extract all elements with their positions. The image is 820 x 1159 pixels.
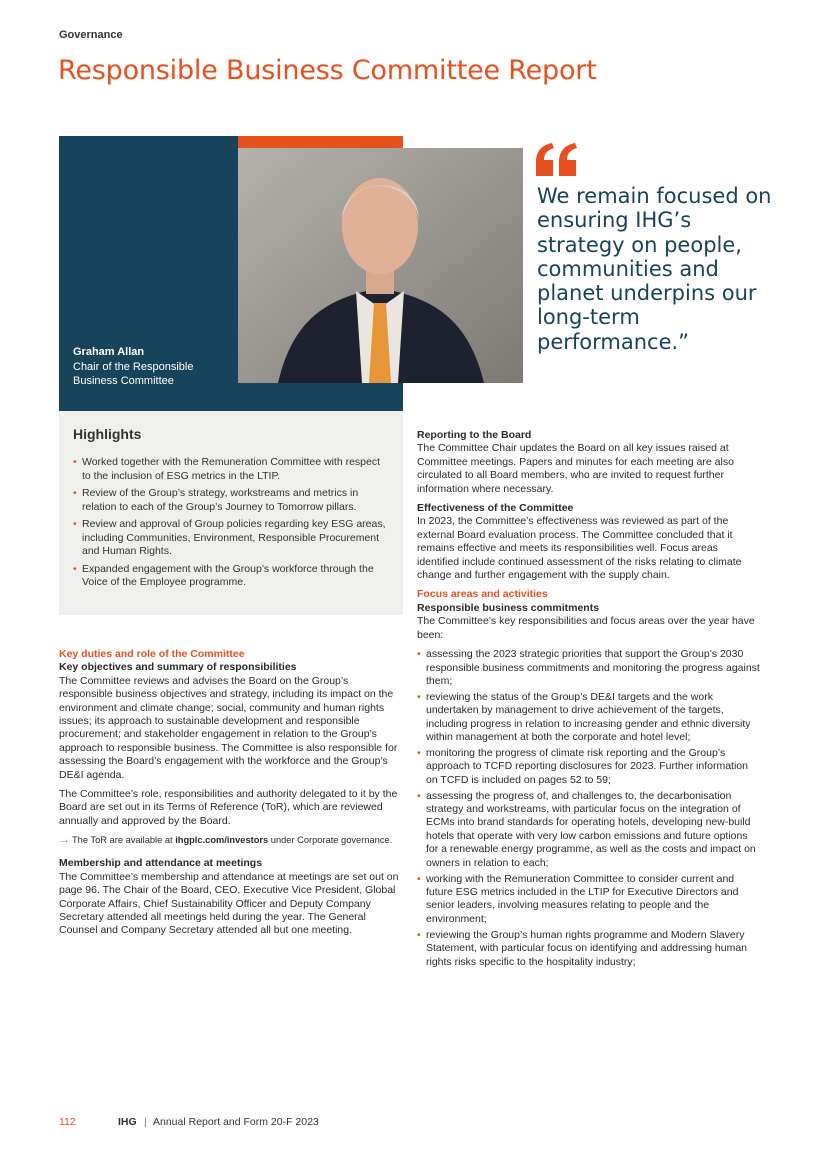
commitments-list (417, 648, 762, 969)
reporting-text: The Committee Chair updates the Board on all key issues raised at Committee meetings. Papers and minutes for each meeting are also circulated to all Board members, who are invited to request further information where necessary. (417, 442, 734, 495)
commitment-item: • monitoring the progress of climate risk reporting and the Group’s approach to TCFD reporting disclosures for 2023. Further information on TCFD is included on pages 52 to 59; (417, 747, 762, 787)
commitment-item: • working with the Remuneration Committee to consider current and future ESG metrics included in the LTIP for Executive Directors and senior leaders, involving measures relating to people and the environment; (417, 873, 762, 927)
commitment-item: • assessing the 2023 strategic priorities that support the Group’s 2030 responsible business commitments and monitoring the progress against them; (417, 648, 762, 688)
page-number: 112 (59, 1116, 76, 1128)
chair-name: Graham Allan (73, 346, 145, 358)
chair-portrait (238, 148, 523, 383)
tor-note (59, 834, 403, 846)
pull-quote: We remain focused on ensuring IHG’s strategy on people, communities and planet underpins our long-term performance.” (537, 184, 772, 354)
focus-heading: Focus areas and activities (417, 588, 548, 601)
effectiveness-heading: Effectiveness of the Committee (417, 502, 574, 515)
highlight-item: • Review and approval of Group policies regarding key ESG areas, including Communities, Environment, Responsible Procurement and Human Rights. (73, 518, 389, 559)
highlights-box (59, 411, 403, 615)
commitments-heading: Responsible business commitments (417, 601, 600, 614)
right-column (417, 429, 762, 971)
hero-accent-bar (238, 136, 403, 148)
report-name: Annual Report and Form 20-F 2023 (153, 1116, 319, 1128)
section-label: Governance (59, 29, 123, 41)
role-text: The Committee’s role, responsibilities and authority delegated to it by the Board are set out in its Terms of Reference (ToR), which are reviewed annually and approved by the Board. (59, 788, 398, 827)
highlight-item: • Expanded engagement with the Group’s workforce through the Voice of the Employee programme. (73, 563, 389, 590)
membership-text: The Committee’s membership and attendance at meetings are set out on page 96. The Chair of the Board, CEO, Executive Vice President, Global Corporate Affairs, Chief Sustainability Officer and Deputy Company Secretary attended all meetings held during the year. The General Counsel and Company Secretary attended all but one meeting. (59, 870, 399, 937)
chair-role: Chair of the Responsible Business Committee (73, 361, 194, 387)
left-column (59, 648, 403, 944)
tor-note-suffix: under Corporate governance. (268, 835, 393, 846)
highlight-item: • Review of the Group’s strategy, workstreams and metrics in relation to each of the Group’s Journey to Tomorrow pillars. (73, 487, 389, 514)
tor-note-prefix: The ToR are available at (72, 835, 176, 846)
key-duties-heading: Key duties and role of the Committee (59, 648, 245, 660)
page-footer (59, 1116, 319, 1128)
arrow-right-icon: → (59, 834, 70, 847)
reporting-heading: Reporting to the Board (417, 429, 532, 441)
commitment-item: • reviewing the status of the Group’s DE&I targets and the work undertaken by management to drive achievement of the targets, including progress in relation to increasing gender and ethnic diversity within management at both the corporate and hotel level; (417, 691, 762, 745)
highlights-list (73, 456, 389, 590)
brand-name: IHG (118, 1116, 137, 1128)
highlight-item: • Worked together with the Remuneration Committee with respect to the inclusion of ESG metrics in the LTIP. (73, 456, 389, 483)
effectiveness-text: In 2023, the Committee’s effectiveness was reviewed as part of the external Board evaluation process. The Committee concluded that it remains effective and meets its responsibilities well. Focus areas identified include continued assessment of the risks relating to climate change and further engagement with the supply chain. (417, 515, 742, 582)
footer-separator: | (144, 1116, 147, 1128)
commitments-intro: The Committee’s key responsibilities and focus areas over the year have been: (417, 615, 755, 641)
objectives-heading: Key objectives and summary of responsibilities (59, 661, 297, 674)
quote-icon (534, 142, 580, 178)
membership-heading: Membership and attendance at meetings (59, 857, 263, 870)
highlights-title: Highlights (73, 426, 142, 442)
objectives-text: The Committee reviews and advises the Board on the Group’s responsible business objectives and strategy, including its impact on the environment and climate change; social, community and human rights issues; its approach to sustainable development and responsible procurement; and stakeholder engagement in relation to the Group’s approach to responsible business. The Committee is also responsible for assessing the Board’s engagement with the workforce and the Group’s DE&I agenda. (59, 674, 398, 781)
commitment-item: • reviewing the Group’s human rights programme and Modern Slavery Statement, with particular focus on identifying and addressing human rights risks specific to the hospitality industry; (417, 929, 762, 969)
commitment-item: • assessing the progress of, and challenges to, the decarbonisation strategy and workstreams, with particular focus on the integration of ECMs into brand standards for operating hotels, developing new-build hotels that operate with very low carbon emissions and future options for a renewable energy programme, as well as the costs and impact on owners in relation to each; (417, 790, 762, 870)
page-title: Responsible Business Committee Report (58, 55, 597, 86)
tor-link[interactable]: ihgplc.com/investors (175, 835, 269, 846)
